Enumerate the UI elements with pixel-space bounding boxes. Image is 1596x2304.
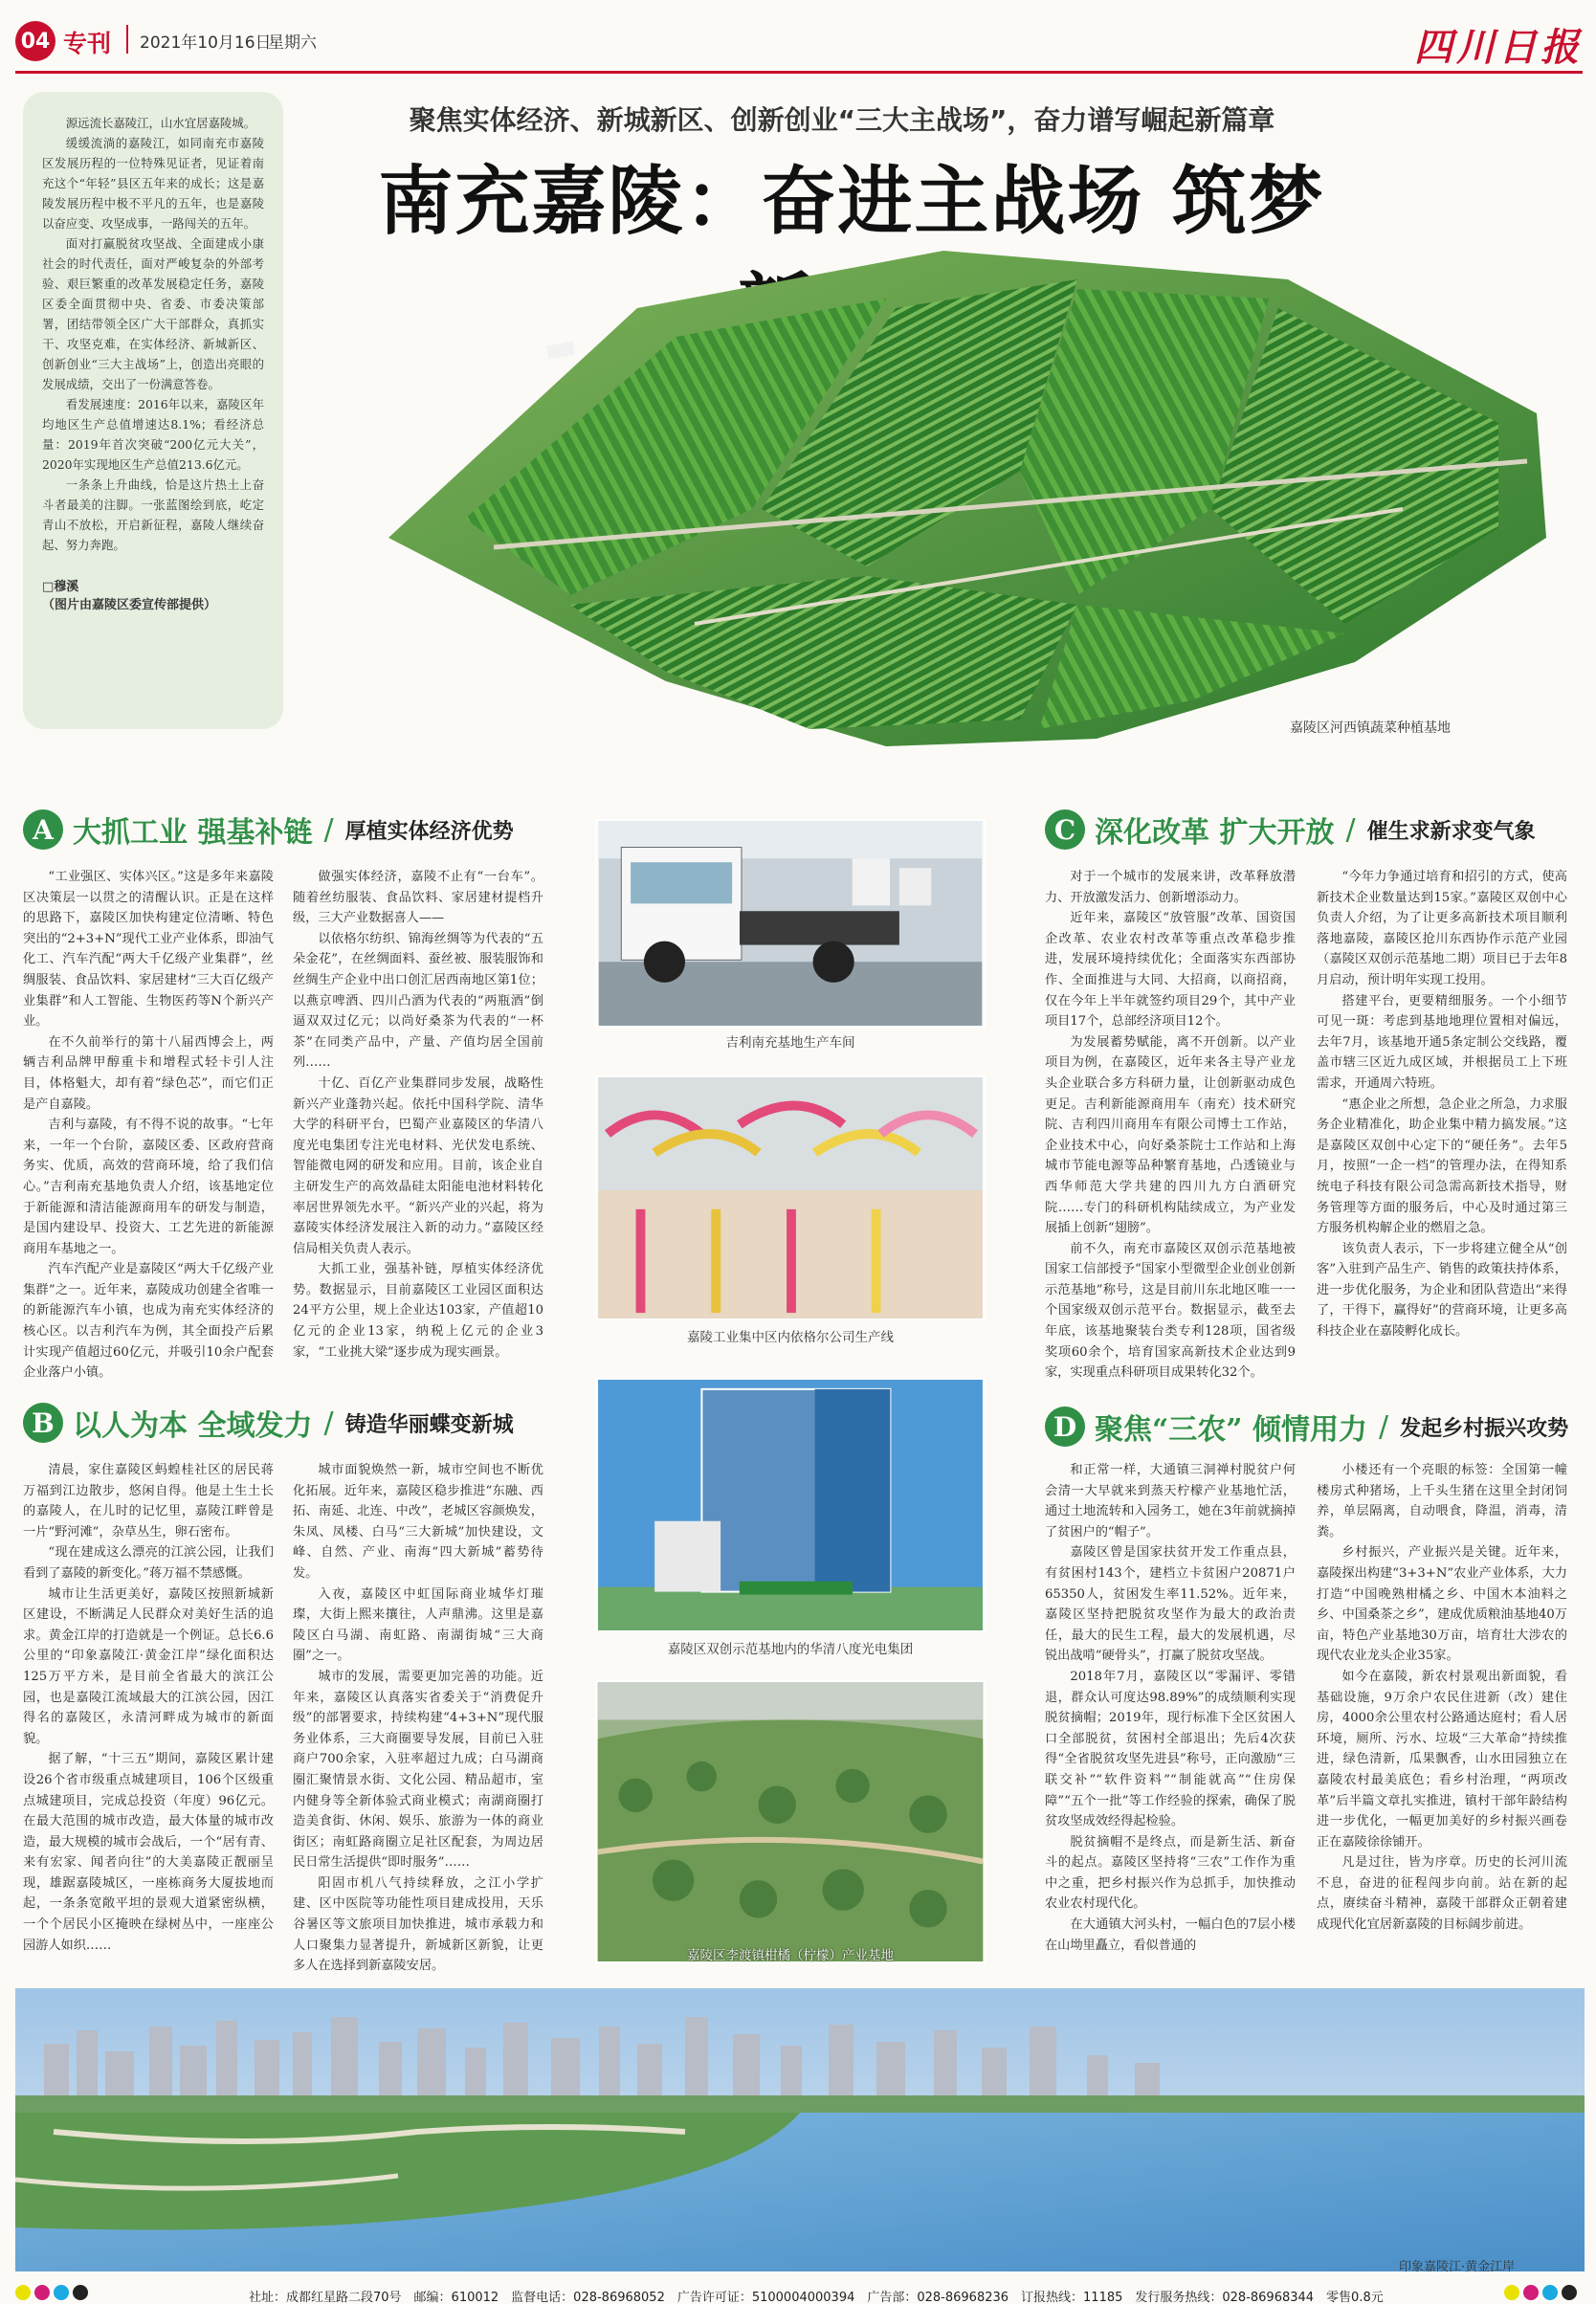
body-paragraph: 为发展蓄势赋能，离不开创新。以产业项目为例，在嘉陵区，近年来各主导产业龙头企业联合多方科研力量，让创新驱动成色更足。吉利新能源商用车（南充）技术研究院、吉利四川商用车有限公司博士工作站，企业技术中心，向好桑茶院士工作站和上海城市节能电源等品种繁育基地，凸透镜业与西华师范大学共建的四川九方白酒研究院……专门的科研机构陆续成立，为产业发展插上创新“翅膀”。 [1045,1034,1296,1236]
body-paragraph: “现在建成这么漂亮的江滨公园，让我们看到了嘉陵的新变化。”蒋万福不禁感慨。 [23,1545,274,1581]
body-paragraph: 大抓工业，强基补链，厚植实体经济优势。数据显示，目前嘉陵区工业园区面积达24平方公里，规上企业达103家，产值超10亿元的企业13家，纳税上亿元的企业3家，“工业挑大梁”逐步成为现实画景。 [293,1262,543,1360]
body-paragraph: 小楼还有一个亮眼的标签：全国第一幢楼房式种猪场，上千头生猪在这里全封闭饲养，单层隔离，自动喂食，降温，消毒，清粪。 [1317,1463,1567,1540]
hq-building-photo [595,1378,986,1632]
photo-credit: （图片由嘉陵区委宣传部提供） [42,598,217,612]
section-slash: / [1345,812,1356,847]
body-paragraph: 城市面貌焕然一新，城市空间也不断优化拓展。近年来，嘉陵区稳步推进“东融、西拓、南延、北连、中改”，老城区容颜焕发，朱凤、凤楼、白马“三大新城”加快建设，文峰、自然、产业、南海“四大新城”蓄势待发。 [293,1463,543,1581]
section-a-column-2 [293,867,543,1384]
factory-caption: 嘉陵工业集中区内依格尔公司生产线 [687,1330,894,1345]
section-slash: / [323,812,334,847]
city-caption: 印象嘉陵江·黄金江岸 [1399,2260,1516,2274]
section-a-column-1 [23,867,274,1384]
body-paragraph: 十亿、百亿产业集群同步发展，战略性新兴产业蓬勃兴起。依托中国科学院、清华大学的科研平台，巴蜀产业嘉陵区的华清八度光电集团专注光电材料、光伏发电系统、智能微电网的研发和应用。目前，该企业自主研发生产的高效晶硅太阳能电池材料转化率居世界领先水平。“新兴产业的兴起，将为嘉陵实体经济发展注入新的动力。”嘉陵区经信局相关负责人表示。 [293,1075,543,1256]
registration-dot [34,2285,50,2300]
intro-paragraph: 面对打赢脱贫攻坚战、全面建成小康社会的时代责任，面对严峻复杂的外部考验、艰巨繁重的改革发展稳定任务，嘉陵区委全面贯彻中央、省委、市委决策部署，团结带领全区广大干部群众，真抓实干、攻坚克难，在实体经济、新城新区、创新创业“三大主战场”上，创造出亮眼的发展成绩，交出了一份满意答卷。 [42,236,264,391]
registration-dot [1562,2285,1577,2300]
body-paragraph: 以依格尔纺织、锦海丝绸等为代表的“五朵金花”，在丝绸面料、蚕丝被、服装服饰和丝绸生产企业中出口创汇居西南地区第1位；以燕京啤酒、四川凸酒为代表的“两瓶酒”倒逼双双过亿元；以尚好桑茶为代表的“一杯茶”在同类产品中，产量、产值均居全国前列…… [293,931,543,1071]
author-byline: □穆溪 [42,580,79,594]
body-paragraph: 搭建平台，更要精细服务。一个小细节可见一斑：考虑到基地地理位置相对偏远，去年7月，该基地开通5条定制公交线路，覆盖市辖三区近九成区域，并根据员工上下班需求，开通周六特班。 [1317,993,1567,1091]
section-c-column-2 [1317,867,1567,1384]
body-paragraph: 和正常一样，大通镇三洞禅村脱贫户何会清一大早就来到蒸天柠檬产业基地忙活，通过土地流转和入园务工，她在3年前就摘掉了贫困户的“帽子”。 [1045,1463,1296,1540]
body-paragraph: 凡是过往，皆为序章。历史的长河川流不息，奋进的征程闯步向前。站在新的起点，赓续奋斗精神，嘉陵干部群众正朝着建成现代化宜居新嘉陵的目标阔步前进。 [1317,1855,1567,1933]
page-number-badge: 04 [15,21,55,61]
section-letter: C [1045,809,1085,850]
section-a-header [23,806,559,853]
registration-dot [73,2285,88,2300]
body-paragraph: “惠企业之所想，急企业之所急，力求服务企业精准化，助企业集中精力搞发展。”这是嘉陵区双创中心定下的“硬任务”。去年5月，按照“一企一档”的管理办法，在得知系统电子科技有限公司急需高新技术指导，财务管理等方面的服务后，中心及时通过第三方服务机构解企业的燃眉之急。 [1317,1097,1567,1236]
body-paragraph: 清晨，家住嘉陵区蚂蝗桂社区的居民蒋万福到江边散步，悠闲自得。他是土生土长的嘉陵人，在儿时的记忆里，嘉陵江畔曾是一片“野河滩”，杂草丛生，卵石密布。 [23,1463,274,1540]
factory-line-photo [595,1075,986,1320]
registration-dot [1542,2285,1558,2300]
section-letter: A [23,809,63,850]
body-paragraph: 在大通镇大河头村，一幅白色的7层小楼在山坳里矗立，看似普通的 [1045,1917,1296,1953]
body-paragraph: 乡村振兴，产业振兴是关键。近年来，嘉陵探出构建“3+3+N”农业产业体系，大力打造“中国晚熟柑橘之乡、中国木本油料之乡、中国桑茶之乡”，建成优质粮油基地40万亩，特色产业基地30万亩，培育壮大涉农的现代农业龙头企业35家。 [1317,1545,1567,1664]
body-paragraph: 入夜，嘉陵区中虹国际商业城华灯璀璨，大街上熙来攘往，人声鼎沸。这里是嘉陵区白马湖、南虹路、南湖街城“三大商圈”之一。 [293,1586,543,1664]
farm-caption: 嘉陵区河西镇蔬菜种植基地 [1290,720,1451,736]
intro-box [23,92,283,729]
body-paragraph: 做强实体经济，嘉陵不止有“一台车”。随着丝纺服装、食品饮料、家居建材提档升级，三大产业数据喜人—— [293,870,543,926]
body-paragraph: 前不久，南充市嘉陵区双创示范基地被国家工信部授予“国家小型微型企业创业创新示范基地”称号，这是目前川东北地区唯一一个国家级双创示范平台。数据显示，截至去年底，该基地聚装台类专利128项，国省级奖项60余个，培育国家高新技术企业达到9家，实现重点科研项目成果转化32个。 [1045,1241,1296,1381]
registration-dot [1523,2285,1539,2300]
section-d-header [1045,1403,1581,1451]
issue-date: 2021年10月16日 [140,33,272,53]
body-paragraph: “今年力争通过培育和招引的方式，使高新技术企业数量达到15家。”嘉陵区双创中心负责人介绍，为了让更多高新技术项目顺利落地嘉陵，嘉陵区抢川东西协作示范产业园（嘉陵区双创示范基地二期）项目已于去年8月启动，预计明年实现工投用。 [1317,870,1567,987]
body-paragraph: 该负责人表示，下一步将建立健全从“创客”入驻到产品生产、销售的政策扶持体系，进一步优化服务，为企业和团队营造出“来得了，干得下，赢得好”的营商环境，让更多高科技企业在嘉陵孵化成长。 [1317,1241,1567,1340]
body-paragraph: 城市让生活更美好，嘉陵区按照新城新区建设，不断满足人民群众对美好生活的追求。黄金江岸的打造就是一个例证。总长6.6公里的“印象嘉陵江·黄金江岸”绿化面积达125万平方米，是目前全省最大的滨江公园，也是嘉陵江流域最大的江滨公园，因江得名的嘉陵区，永清河畔成为城市的新面貌。 [23,1586,274,1746]
footer-info: 社址：成都红星路二段70号 邮编：610012 监督电话：028-86968052 广告许可证：5100004000394 广告部：028-86968236 订报热线：11185 发行服务热线：028-86968344 零售0.8元 [249,2291,1384,2304]
intro-paragraph: 缓缓流淌的嘉陵江，如同南充市嘉陵区发展历程的一位特殊见证者，见证着南充这个“年轻”县区五年来的成长；这是嘉陵发展历程中极不平凡的五年，也是嘉陵以奋应变、攻坚成事，一路闯关的五年。 [42,136,264,231]
body-paragraph: 嘉陵区曾是国家扶贫开发工作重点县，有贫困村143个，建档立卡贫困户20871户65350人，贫困发生率11.52%。近年来，嘉陵区坚持把脱贫攻坚作为最大的政治责任，最大的民生工程，最大的发展机遇，尽锐出战啃“硬骨头”，打赢了脱贫攻坚战。 [1045,1545,1296,1664]
section-title: 以人为本 全域发力 [73,1409,313,1443]
body-paragraph: 脱贫摘帽不是终点，而是新生活、新奋斗的起点。嘉陵区坚持将“三农”工作作为重中之重，把乡村振兴作为总抓手，加快推动农业农村现代化。 [1045,1834,1296,1912]
body-paragraph: 据了解，“十三五”期间，嘉陵区累计建设26个省市级重点城建项目，106个区级重点城建项目，完成总投资（年度）96亿元。在最大范围的城市改造，最大体量的城市改造，最大规模的城市会战后，一个“居有青、来有宏家、闻者向往”的大美嘉陵正靓丽呈现，雄踞嘉陵城区，一座栋商务大厦拔地而起，一条条宽敞平坦的景观大道紧密纵横，一个个居民小区掩映在绿树丛中，一座座公园游人如织…… [23,1752,274,1953]
body-paragraph: 如今在嘉陵，新农村景观出新面貌，看基础设施，9万余户农民住进新（改）建住房，4000余公里农村公路通达庭村；看人居环境，厕所、污水、垃圾“三大革命”持续推进，绿色清新，瓜果飘香，山水田园独立在嘉陵农村最美底色；看乡村治理，“两项改革”后半篇文章扎实推进，镇村干部年龄结构进一步优化，一幅更加美好的乡村振兴画卷正在嘉陵徐徐铺开。 [1317,1669,1567,1850]
orchard-caption: 嘉陵区李渡镇柑橘（柠檬）产业基地 [687,1948,894,1963]
body-paragraph: 2018年7月，嘉陵区以“零漏评、零错退，群众认可度达98.89%”的成绩顺利实现脱贫摘帽；2019年，现行标准下全区贫困人口全部脱贫，贫困村全部退出；先后4次获得“全省脱贫攻坚先进县”称号，正向激励“三联交补”“软件资料”“制能就高”“住房保障”“五个一批”等工作经验的探索，确保了脱贫攻坚成效经得起检验。 [1045,1669,1296,1829]
section-title: 大抓工业 强基补链 [73,816,313,850]
section-subtitle: 厚植实体经济优势 [344,819,514,844]
body-paragraph: 阳固市机八气持续释放，之江小学扩建、区中医院等功能性项目建成投用，天乐谷暑区等文旅项目加快推进，城市承载力和人口聚集力显著提升，新城新区新貌，让更多人在选择到新嘉陵安居。 [293,1875,543,1974]
body-paragraph: 对于一个城市的发展来讲，改革释放潜力、开放激发活力、创新增添动力。 [1045,870,1296,905]
section-slash: / [323,1406,334,1440]
section-d-column-1 [1045,1460,1296,1977]
section-label: 专刊 [63,30,112,57]
truck-workshop-photo [595,819,986,1028]
body-paragraph: 汽车汽配产业是嘉陵区“两大千亿级产业集群”之一。近年来，嘉陵成功创建全省唯一的新能源汽车小镇，也成为南充实体经济的核心区。以吉利汽车为例，其全面投产后累计实现产值超过60亿元，并吸引10余户配套企业落户小镇。 [23,1262,274,1381]
orchard-photo [595,1680,986,1963]
city-panorama-photo [15,1988,1585,2271]
kicker-headline: 聚焦实体经济、新城新区、创新创业“三大主战场”，奋力谱写崛起新篇章 [409,104,1275,136]
section-b-header [23,1399,559,1447]
intro-paragraph: 源远流长嘉陵江，山水宜居嘉陵城。 [65,116,256,130]
section-slash: / [1378,1409,1389,1444]
section-b-column-2 [293,1460,543,1977]
truck-on-road [546,342,575,360]
body-paragraph: “工业强区、实体兴区。”这是多年来嘉陵区决策层一以贯之的清醒认识。正是在这样的思路下，嘉陵区加快构建定位清晰、特色突出的“2+3+N”现代工业产业体系，即油气化工、汽车汽配“两大千亿级产业集群”，丝绸服装、食品饮料、家居建材“三大百亿级产业集群”和人工智能、生物医药等N个新兴产业。 [23,870,274,1030]
header-rule [15,71,1583,74]
section-d-column-2 [1317,1460,1567,1977]
section-letter: D [1045,1407,1085,1447]
section-b-column-1 [23,1460,274,1977]
registration-dot [15,2285,31,2300]
section-subtitle: 铸造华丽蝶变新城 [344,1412,514,1437]
section-title: 深化改革 扩大开放 [1095,816,1335,850]
registration-dot [1504,2285,1519,2300]
newspaper-logo: 四川日报 [1414,25,1583,70]
section-c-header [1045,806,1581,853]
section-subtitle: 催生求新求变气象 [1366,819,1536,844]
body-paragraph: 城市的发展，需要更加完善的功能。近年来，嘉陵区认真落实省委关于“消费促升级”的部署要求，持续构建“4+3+N”现代服务业体系，三大商圈要导发展，目前已入驻商户700余家，入驻率超过九成；白马湖商圈汇聚情景水街、文化公园、精品超市，室内健身等全新体验式商业模式；南湖商圈打造美食街、休闲、娱乐、旅游为一体的商业街区；南虹路商圈立足社区配套，为周边居民日常生活提供“即时服务”…… [293,1669,543,1871]
intro-paragraph: 一条条上升曲线，恰是这片热土上奋斗者最美的注脚。一张蓝图绘到底，屹定青山不放松，开启新征程，嘉陵人继续奋起、努力奔跑。 [42,477,264,552]
farm-aerial-photo [350,222,1560,758]
registration-dot [54,2285,69,2300]
section-c-column-1 [1045,867,1296,1384]
body-paragraph: 近年来，嘉陵区“放管服”改革、国资国企改革、农业农村改革等重点改革稳步推进，发展环境持续优化；全面落实东西部协作、全面推进与大同、大招商，以商招商，仅在今年上半年就签约项目29个，其中产业项目17个，总部经济项目12个。 [1045,911,1296,1030]
body-paragraph: 吉利与嘉陵，有不得不说的故事。“七年来，一年一个台阶，嘉陵区委、区政府营商务实、优质，高效的营商环境，给了我们信心。”吉利南充基地负责人介绍，该基地定位于新能源和清洁能源商用车的研发与制造，是国内建设早、投资大、工艺先进的新能源商用车基地之一。 [23,1118,274,1256]
section-subtitle: 发起乡村振兴攻势 [1400,1416,1569,1441]
truck-caption: 吉利南充基地生产车间 [725,1035,855,1051]
main-headline: 南充嘉陵：奋进主战场 筑梦 [378,158,1325,245]
header-divider [126,25,128,54]
issue-weekday: 星期六 [268,33,317,53]
section-title: 聚焦“三农” 倾情用力 [1095,1413,1367,1447]
building-caption: 嘉陵区双创示范基地内的华清八度光电集团 [667,1642,914,1657]
body-paragraph: 在不久前举行的第十八届西博会上，两辆吉利品牌甲醇重卡和增程式轻卡引人注目，体格魁大，却有着“绿色芯”，而它们正是产自嘉陵。 [23,1034,274,1112]
section-letter: B [23,1403,63,1443]
intro-paragraph: 看发展速度：2016年以来，嘉陵区年均地区生产总值增速达8.1%；看经济总量：2019年首次突破“200亿元大关”，2020年实现地区生产总值213.6亿元。 [42,397,264,472]
